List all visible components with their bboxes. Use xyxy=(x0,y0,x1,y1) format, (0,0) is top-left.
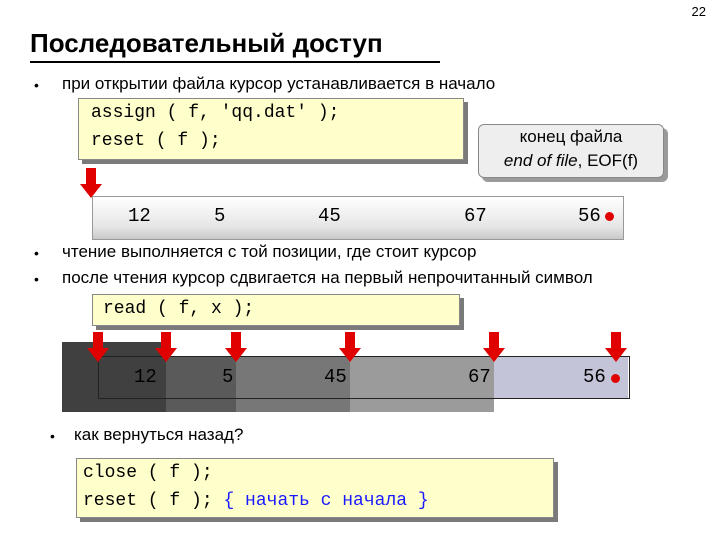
code-close-reset xyxy=(76,458,554,518)
eof-callout-en xyxy=(479,149,663,173)
code-reset-statement: reset ( f ); xyxy=(83,491,224,511)
code-comment: { начать с начала } xyxy=(223,491,429,511)
file-value: 45 xyxy=(318,205,341,227)
file-value: 5 xyxy=(214,205,226,227)
file-value: 45 xyxy=(324,366,347,388)
code-line-close: close ( f ); xyxy=(83,463,213,483)
title-underline xyxy=(30,61,440,63)
file-contents-bar xyxy=(92,196,624,240)
eof-dot-icon xyxy=(605,212,614,221)
file-value: 56 xyxy=(583,366,606,388)
red-down-arrow-icon xyxy=(155,332,177,362)
bullet-open-text: при открытии файла курсор устанавливается в начало xyxy=(62,74,496,93)
bullet-dot: • xyxy=(50,428,55,444)
red-down-arrow-icon xyxy=(339,332,361,362)
eof-callout xyxy=(478,124,664,178)
slide-number: 22 xyxy=(691,4,706,19)
code-line-assign: assign ( f, 'qq.dat' ); xyxy=(91,103,340,123)
eof-dot-icon xyxy=(611,374,620,383)
red-down-arrow-icon xyxy=(225,332,247,362)
code-open-file xyxy=(78,98,464,160)
bullet-dot: • xyxy=(34,77,39,93)
bullet-cursor-text: после чтения курсор сдвигается на первый непрочитанный символ xyxy=(62,268,593,287)
file-value: 5 xyxy=(222,366,234,388)
file-contents-bar-read xyxy=(98,356,630,399)
code-read: read ( f, x ); xyxy=(92,294,460,326)
red-down-arrow-icon xyxy=(87,332,109,362)
file-value: 56 xyxy=(578,205,601,227)
file-value: 67 xyxy=(468,366,491,388)
page-title: Последовательный доступ xyxy=(30,28,383,58)
code-line-reset-again xyxy=(83,487,553,515)
file-value: 12 xyxy=(128,205,151,227)
red-down-arrow-icon xyxy=(483,332,505,362)
file-value: 67 xyxy=(464,205,487,227)
red-down-arrow-icon xyxy=(80,168,102,198)
file-value: 12 xyxy=(134,366,157,388)
code-line-reset: reset ( f ); xyxy=(91,131,221,151)
bullet-dot: • xyxy=(34,271,39,287)
eof-callout-italic: end of file xyxy=(503,151,578,170)
bullet-go-back-text: как вернуться назад? xyxy=(74,425,244,444)
eof-callout-ru: конец файла xyxy=(519,127,623,146)
bullet-read-text: чтение выполняется с той позиции, где стоит курсор xyxy=(62,242,477,261)
bullet-dot: • xyxy=(34,245,39,261)
red-down-arrow-icon xyxy=(605,332,627,362)
eof-callout-rest: , EOF(f) xyxy=(577,151,639,170)
